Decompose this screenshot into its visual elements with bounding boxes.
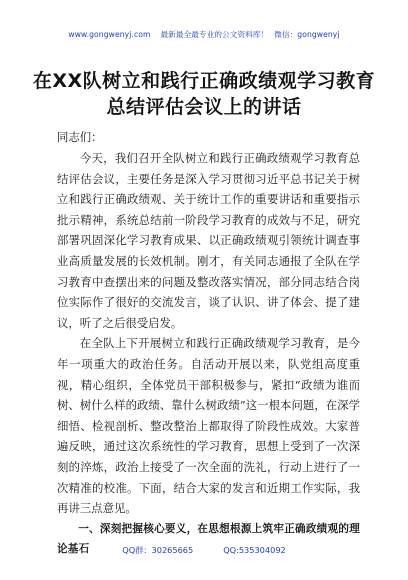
section-heading-1: 一、深刻把握核心要义，在思想根源上筑牢正确政绩观的理论基石 (57, 522, 360, 556)
footer-qq-group: QQ群：30265665 (122, 545, 194, 555)
page-footer (0, 545, 408, 556)
footer-qq: QQ:535304092 (223, 545, 286, 555)
body-paragraph-1: 今天，我们召开全队树立和践行正确政绩观学习教育总结评估会议，主要任务是深入学习贯彻习近平总书记关于树立和践行正确政绩观、关于统计工作的重要讲话和重要指示批示精神，系统总结前一阶段学习教育的成效与不足，研究部署巩固深化学习教育成果、以正确政绩观引领统计调查事业高质量发展的长效机制。刚才，有关同志通报了全队在学习教育中查摆出来的问题及整改落实情况，部分同志结合岗位实际作了很好的交流发言，谈了认识、讲了体会、提了建议，听了之后很受启发。 (57, 151, 360, 330)
page-header (0, 29, 408, 40)
header-wechat: 微信：gongwenyj (274, 30, 340, 39)
body-paragraph-2: 在全队上下开展树立和践行正确政绩观学习教育，是今年一项重大的政治任务。自活动开展以来，队党组高度重视，精心组织，全体党员干部积极参与，紧扣“政绩为谁而树、树什么样的政绩、靠什么树政绩”这一根本问题，在深学细悟、检视剖析、整改整治上都取得了阶段性成效。大家普遍反映，通过这次系统性的学习教育，思想上受到了一次深刻的淬炼，政治上接受了一次全面的洗礼，行动上进行了一次精准的校准。下面，结合大家的发言和近期工作实际，我再讲三点意见。 (57, 336, 360, 516)
header-website-link[interactable]: www.gongwenyj.com (68, 30, 151, 39)
header-slogan: 最新最全最专业的公文资料库！ (160, 30, 269, 39)
document-body (57, 148, 360, 560)
document-title-line-1: 在XX队树立和践行正确政绩观学习教育 (32, 70, 376, 92)
document-title-line-2: 总结评估会议上的讲话 (106, 96, 302, 118)
salutation: 同志们： (57, 130, 103, 144)
